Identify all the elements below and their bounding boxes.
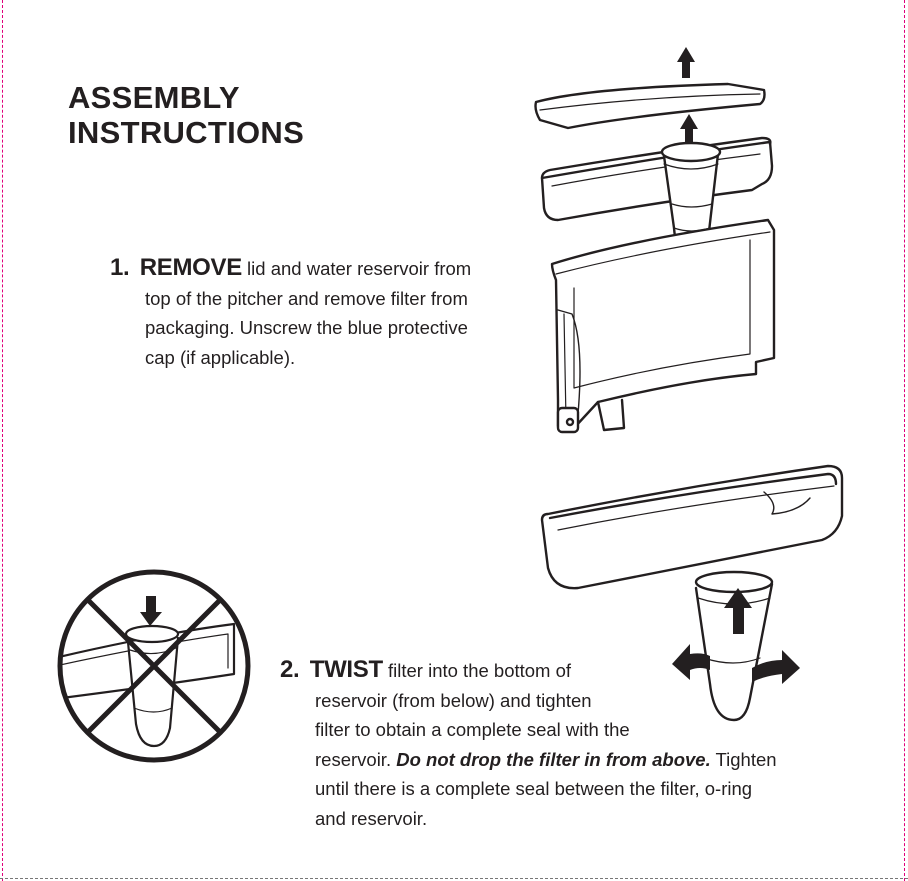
page-title-line-1: ASSEMBLY: [68, 80, 240, 115]
page-title: [68, 80, 304, 150]
pitcher-body-shape: [552, 220, 774, 432]
step-2-line-5: until there is a complete seal between the filter, o-ring: [315, 778, 753, 799]
step-1-keyword: REMOVE: [139, 254, 242, 281]
lift-filter-arrow-icon: [680, 114, 698, 142]
drop-down-arrow-icon: [140, 596, 162, 626]
step-2-line-1: filter into the bottom of: [382, 660, 572, 681]
step-2-line-2: reservoir (from below) and tighten: [315, 689, 592, 711]
step-1-first-line: [110, 253, 471, 284]
step-2-line-6: and reservoir.: [315, 807, 428, 829]
reservoir-shape: [542, 138, 772, 220]
step-2-line-4: [280, 745, 777, 775]
step-1-number: 1.: [110, 254, 130, 281]
reservoir-twist-illustration: [538, 458, 850, 728]
step-1-line-2: top of the pitcher and remove filter from: [145, 287, 468, 309]
step-2-line-4-start: reservoir.: [315, 748, 397, 770]
page-title-line-2: INSTRUCTIONS: [68, 115, 305, 150]
no-drop-in-prohibition-icon: [56, 568, 252, 764]
bottom-trim-guide: [0, 878, 908, 879]
lid-shape: [536, 84, 765, 128]
step-2-keyword: TWIST: [309, 656, 383, 683]
twist-reservoir-shape: [542, 466, 842, 588]
step-1-line-4: cap (if applicable).: [145, 346, 296, 368]
step-1-instruction: [110, 253, 471, 372]
left-trim-guide: [2, 0, 3, 881]
step-2-line-3: filter to obtain a complete seal with the: [315, 719, 630, 740]
pitcher-exploded-illustration: [528, 44, 778, 444]
step-2-warning: Do not drop the filter in from above.: [396, 748, 711, 770]
step-2-line-4-end: Tighten: [710, 748, 777, 770]
step-1-line-1: lid and water reservoir from: [241, 258, 472, 279]
lift-lid-arrow-icon: [677, 47, 695, 78]
right-trim-guide: [904, 0, 905, 881]
step-2-number: 2.: [280, 656, 300, 683]
step-1-line-3: packaging. Unscrew the blue protective: [145, 317, 468, 338]
